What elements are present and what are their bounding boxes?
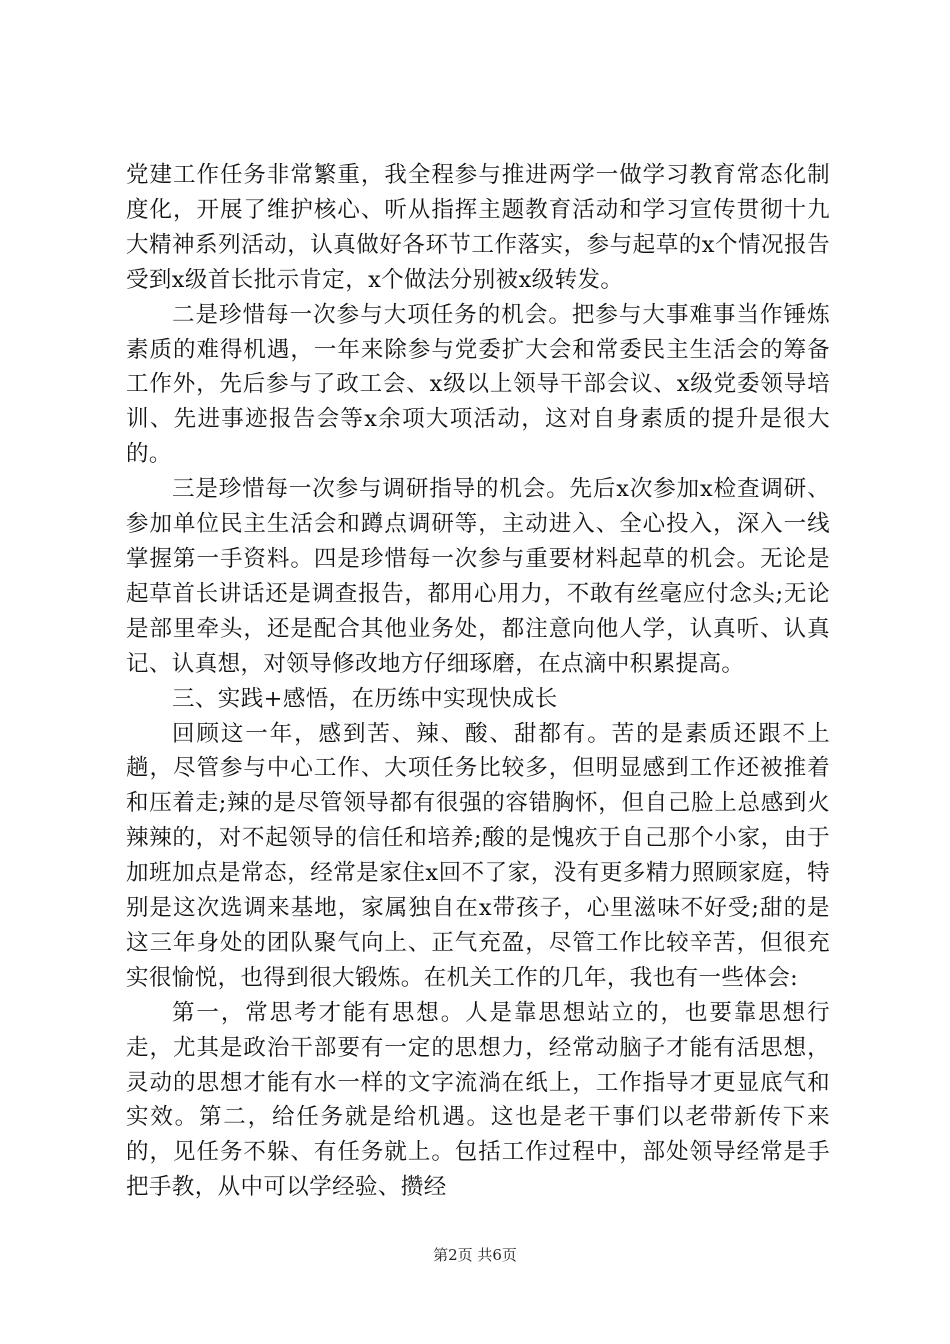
paragraph-review: 回顾这一年，感到苦、辣、酸、甜都有。苦的是素质还跟不上趟，尽管参与中心工作、大项任务比较多，但明显感到工作还被推着和压着走;辣的是尽管领导都有很强的容错胸怀，但自己脸上总感到火辣辣的，对不起领导的信任和培养;酸的是愧疚于自己那个小家，由于加班加点是常态，经常是家住x回不了家，没有更多精力照顾家庭，特别是这次选调来基地，家属独自在x带孩子，心里滋味不好受;甜的是这三年身处的团队聚气向上、正气充盈，尽管工作比较辛苦，但很充实很愉悦，也得到很大锻炼。在机关工作的几年，我也有一些体会:: [126, 720, 830, 991]
paragraph-continued: 党建工作任务非常繁重，我全程参与推进两学一做学习教育常态化制度化，开展了维护核心、听从指挥主题教育活动和学习宣传贯彻十九大精神系列活动，认真做好各环节工作落实，参与起草的x个情况报告受到x级首长批示肯定，x个做法分别被x级转发。: [126, 162, 830, 293]
paragraph-second-opportunity: 二是珍惜每一次参与大项任务的机会。把参与大事难事当作锤炼素质的难得机遇，一年来除参与党委扩大会和常委民主生活会的筹备工作外，先后参与了政工会、x级以上领导干部会议、x级党委领导培训、先进事迹报告会等x余项大项活动，这对自身素质的提升是很大的。: [126, 301, 830, 468]
document-body: [126, 158, 830, 1205]
paragraph-third-opportunity: 三是珍惜每一次参与调研指导的机会。先后x次参加x检查调研、参加单位民主生活会和蹲点调研等，主动进入、全心投入，深入一线掌握第一手资料。四是珍惜每一次参与重要材料起草的机会。无论是起草首长讲话还是调查报告，都用心用力，不敢有丝毫应付念头;无论是部里牵头，还是配合其他业务处，都注意向他人学，认真听、认真记、认真想，对领导修改地方仔细琢磨，在点滴中积累提高。: [126, 476, 830, 677]
page-number-footer: 第2页 共6页: [433, 1246, 517, 1264]
section-heading-three: 三、实践+感悟，在历练中实现快成长: [172, 685, 558, 712]
paragraph-first-insight: 第一，常思考才能有思想。人是靠思想站立的，也要靠思想行走，尤其是政治干部要有一定的思想力，经常动脑子才能有活思想，灵动的思想才能有水一样的文字流淌在纸上，工作指导才更显底气和实效。第二，给任务就是给机遇。这也是老干事们以老带新传下来的，见任务不躲、有任务就上。包括工作过程中，部处领导经常是手把手教，从中可以学经验、攒经: [126, 999, 830, 1201]
